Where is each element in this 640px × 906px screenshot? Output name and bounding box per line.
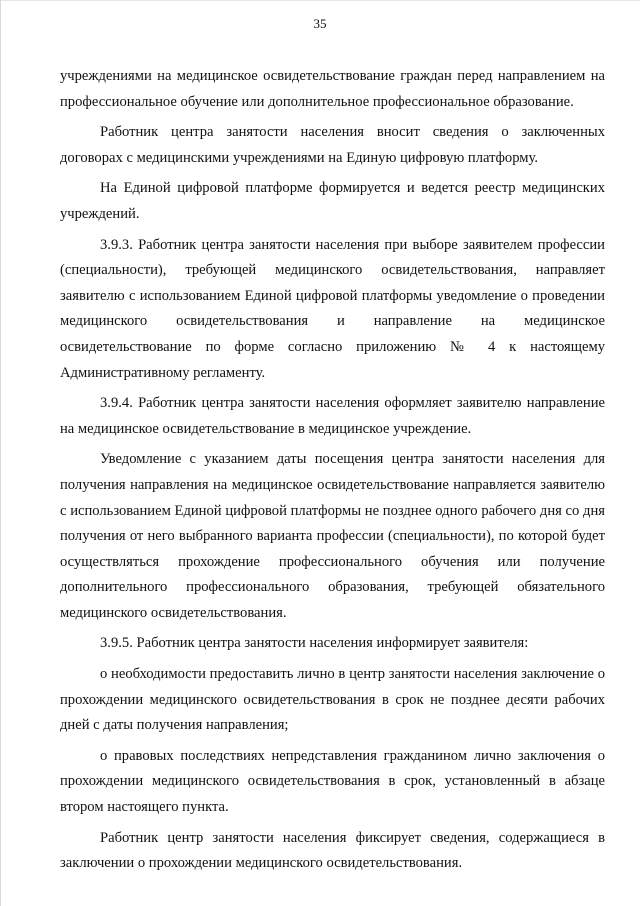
paragraph: На Единой цифровой платформе формируется и ведется реестр медицинских учреждений. [60, 180, 605, 222]
paragraph: Работник центра занятости населения вносит сведения о заключенных договорах с медицинскими учреждениями на Единую цифровую платформу. [60, 124, 605, 166]
list-item: о необходимости предоставить лично в центр занятости населения заключение о прохождении медицинского освидетельствования в срок не позднее десяти рабочих дней с даты получения направления; [60, 666, 605, 734]
paragraph-clause-3-9-5: 3.9.5. Работник центра занятости населения информирует заявителя: [100, 635, 529, 652]
document-body [60, 64, 605, 882]
page-left-edge [0, 0, 1, 906]
page-top-edge [0, 0, 640, 1]
paragraph: Уведомление с указанием даты посещения центра занятости населения для получения направления на медицинское освидетельствование направляется заявителю с использованием Единой цифровой платформы не позднее одного рабочего дня со дня получения от него выбранного варианта профессии (специальности), по которой будет осуществляться прохождение профессионального обучения или получение дополнительного профессионального образования, требующей обязательного медицинского освидетельствования. [60, 451, 605, 621]
paragraph-clause-3-9-3: 3.9.3. Работник центра занятости населения при выборе заявителем профессии (специальности), требующей медицинского освидетельствования, направляет заявителю с использованием Единой цифровой платформы уведомление о проведении медицинского освидетельствования и направление на медицинское освидетельствование по форме согласно приложению № 4 к настоящему Административному регламенту. [60, 236, 605, 381]
paragraph: Работник центр занятости населения фиксирует сведения, содержащиеся в заключении о прохождении медицинского освидетельствования. [60, 829, 605, 872]
paragraph-clause-3-9-4: 3.9.4. Работник центра занятости населения оформляет заявителю направление на медицинское освидетельствование в медицинское учреждение. [60, 395, 605, 437]
list-item: о правовых последствиях непредставления гражданином лично заключения о прохождении медицинского освидетельствования в срок, установленный в абзаце втором настоящего пункта. [60, 747, 605, 816]
page-number: 35 [313, 16, 327, 31]
paragraph-continuation: учреждениями на медицинское освидетельствование граждан перед направлением на профессиональное обучение или дополнительное профессиональное образование. [60, 68, 605, 110]
